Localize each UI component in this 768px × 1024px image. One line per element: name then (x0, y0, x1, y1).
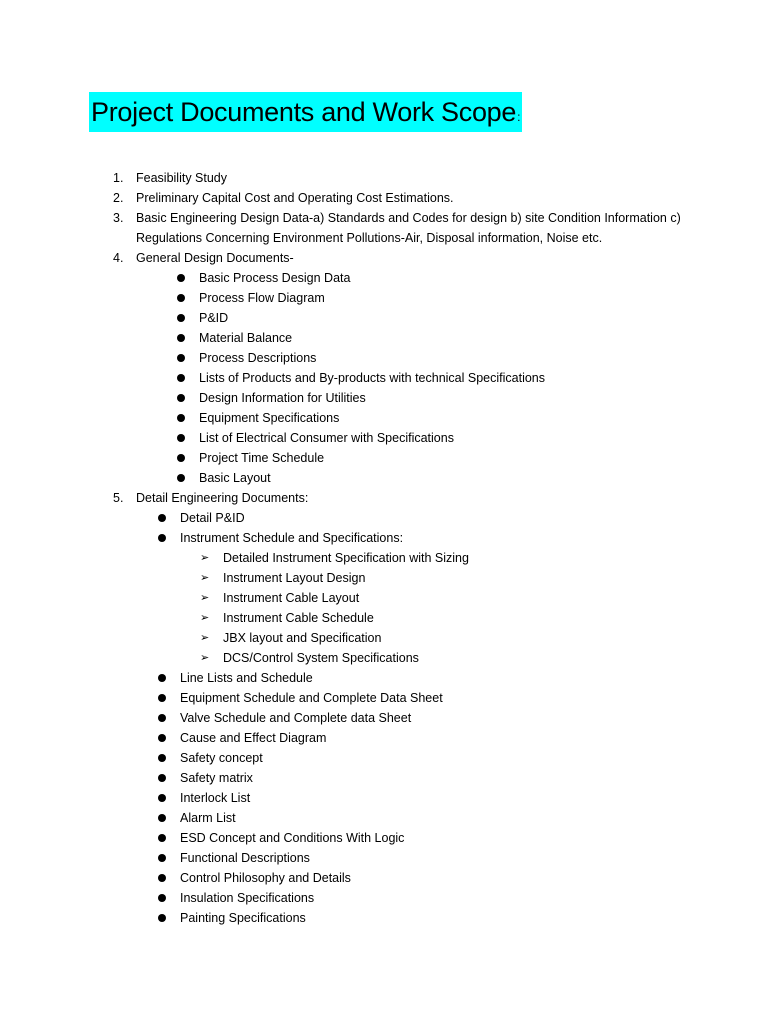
list-number: 4. (113, 251, 124, 265)
bullet-icon (158, 534, 166, 542)
bullet-icon (158, 914, 166, 922)
sub-list-item: ESD Concept and Conditions With Logic (180, 831, 405, 845)
nested-list-item: Instrument Layout Design (223, 571, 366, 585)
sub-list-item: Equipment Schedule and Complete Data Sheet (180, 691, 443, 705)
sub-list-item: Safety concept (180, 751, 263, 765)
bullet-icon (177, 334, 185, 342)
bullet-icon (177, 414, 185, 422)
list-number: 1. (113, 171, 124, 185)
sub-list-item: Process Descriptions (199, 351, 317, 365)
sub-list-item: Safety matrix (180, 771, 253, 785)
sub-list-item: Equipment Specifications (199, 411, 340, 425)
arrow-bullet-icon: ➢ (200, 612, 210, 624)
sub-list-item: Lists of Products and By-products with technical Specifications (199, 371, 546, 385)
sub-list-item: Detail P&ID (180, 511, 245, 525)
arrow-bullet-icon: ➢ (200, 592, 210, 604)
sub-list-item: Valve Schedule and Complete data Sheet (180, 711, 412, 725)
bullet-icon (177, 294, 185, 302)
bullet-icon (158, 734, 166, 742)
sub-list-item: Design Information for Utilities (199, 391, 366, 405)
page-title: Project Documents and Work Scope (91, 96, 517, 127)
title-highlight (89, 92, 522, 132)
sub-list-item: Interlock List (180, 791, 251, 805)
nested-list-item: Instrument Cable Layout (223, 591, 360, 605)
sub-list-item: Painting Specifications (180, 911, 306, 925)
arrow-bullet-icon: ➢ (200, 552, 210, 564)
bullet-icon (177, 354, 185, 362)
bullet-icon (158, 854, 166, 862)
bullet-icon (158, 874, 166, 882)
arrow-bullet-icon: ➢ (200, 632, 210, 644)
bullet-icon (158, 894, 166, 902)
bullet-icon (158, 754, 166, 762)
bullet-icon (158, 774, 166, 782)
nested-list-item: Detailed Instrument Specification with Sizing (223, 551, 469, 565)
list-item-continuation: Regulations Concerning Environment Pollutions-Air, Disposal information, Noise etc. (136, 231, 603, 245)
list-number: 3. (113, 211, 124, 225)
bullet-icon (158, 714, 166, 722)
bullet-icon (177, 474, 185, 482)
arrow-bullet-icon: ➢ (200, 572, 210, 584)
bullet-icon (158, 794, 166, 802)
bullet-icon (158, 694, 166, 702)
list-item: Feasibility Study (136, 171, 228, 185)
sub-list-item: Control Philosophy and Details (180, 871, 351, 885)
bullet-icon (177, 434, 185, 442)
sub-list-item: Instrument Schedule and Specifications: (180, 531, 404, 545)
list-item: Basic Engineering Design Data-a) Standards and Codes for design b) site Condition Information c) (136, 211, 681, 225)
sub-list-item: Alarm List (180, 811, 236, 825)
bullet-icon (177, 394, 185, 402)
list-number: 2. (113, 191, 124, 205)
sub-list-item: Line Lists and Schedule (180, 671, 313, 685)
sub-list-item: P&ID (199, 311, 229, 325)
bullet-icon (158, 674, 166, 682)
bullet-icon (177, 454, 185, 462)
bullet-icon (177, 274, 185, 282)
sub-list-item: Process Flow Diagram (199, 291, 325, 305)
sub-list-item: Cause and Effect Diagram (180, 731, 327, 745)
sub-list-item: Insulation Specifications (180, 891, 315, 905)
list-item: General Design Documents- (136, 251, 294, 265)
sub-list-item: Basic Layout (199, 471, 271, 485)
list-item: Preliminary Capital Cost and Operating Cost Estimations. (136, 191, 454, 205)
nested-list-item: JBX layout and Specification (223, 631, 382, 645)
sub-list-item: Basic Process Design Data (199, 271, 351, 285)
bullet-icon (158, 514, 166, 522)
arrow-bullet-icon: ➢ (200, 652, 210, 664)
bullet-icon (158, 834, 166, 842)
list-number: 5. (113, 491, 124, 505)
list-item: Detail Engineering Documents: (136, 491, 309, 505)
sub-list-item: Material Balance (199, 331, 293, 345)
bullet-icon (158, 814, 166, 822)
sub-list-item: Functional Descriptions (180, 851, 310, 865)
bullet-icon (177, 314, 185, 322)
bullet-icon (177, 374, 185, 382)
nested-list-item: Instrument Cable Schedule (223, 611, 374, 625)
title-colon: : (517, 110, 521, 124)
sub-list-item: List of Electrical Consumer with Specifications (199, 431, 454, 445)
nested-list-item: DCS/Control System Specifications (223, 651, 419, 665)
sub-list-item: Project Time Schedule (199, 451, 325, 465)
